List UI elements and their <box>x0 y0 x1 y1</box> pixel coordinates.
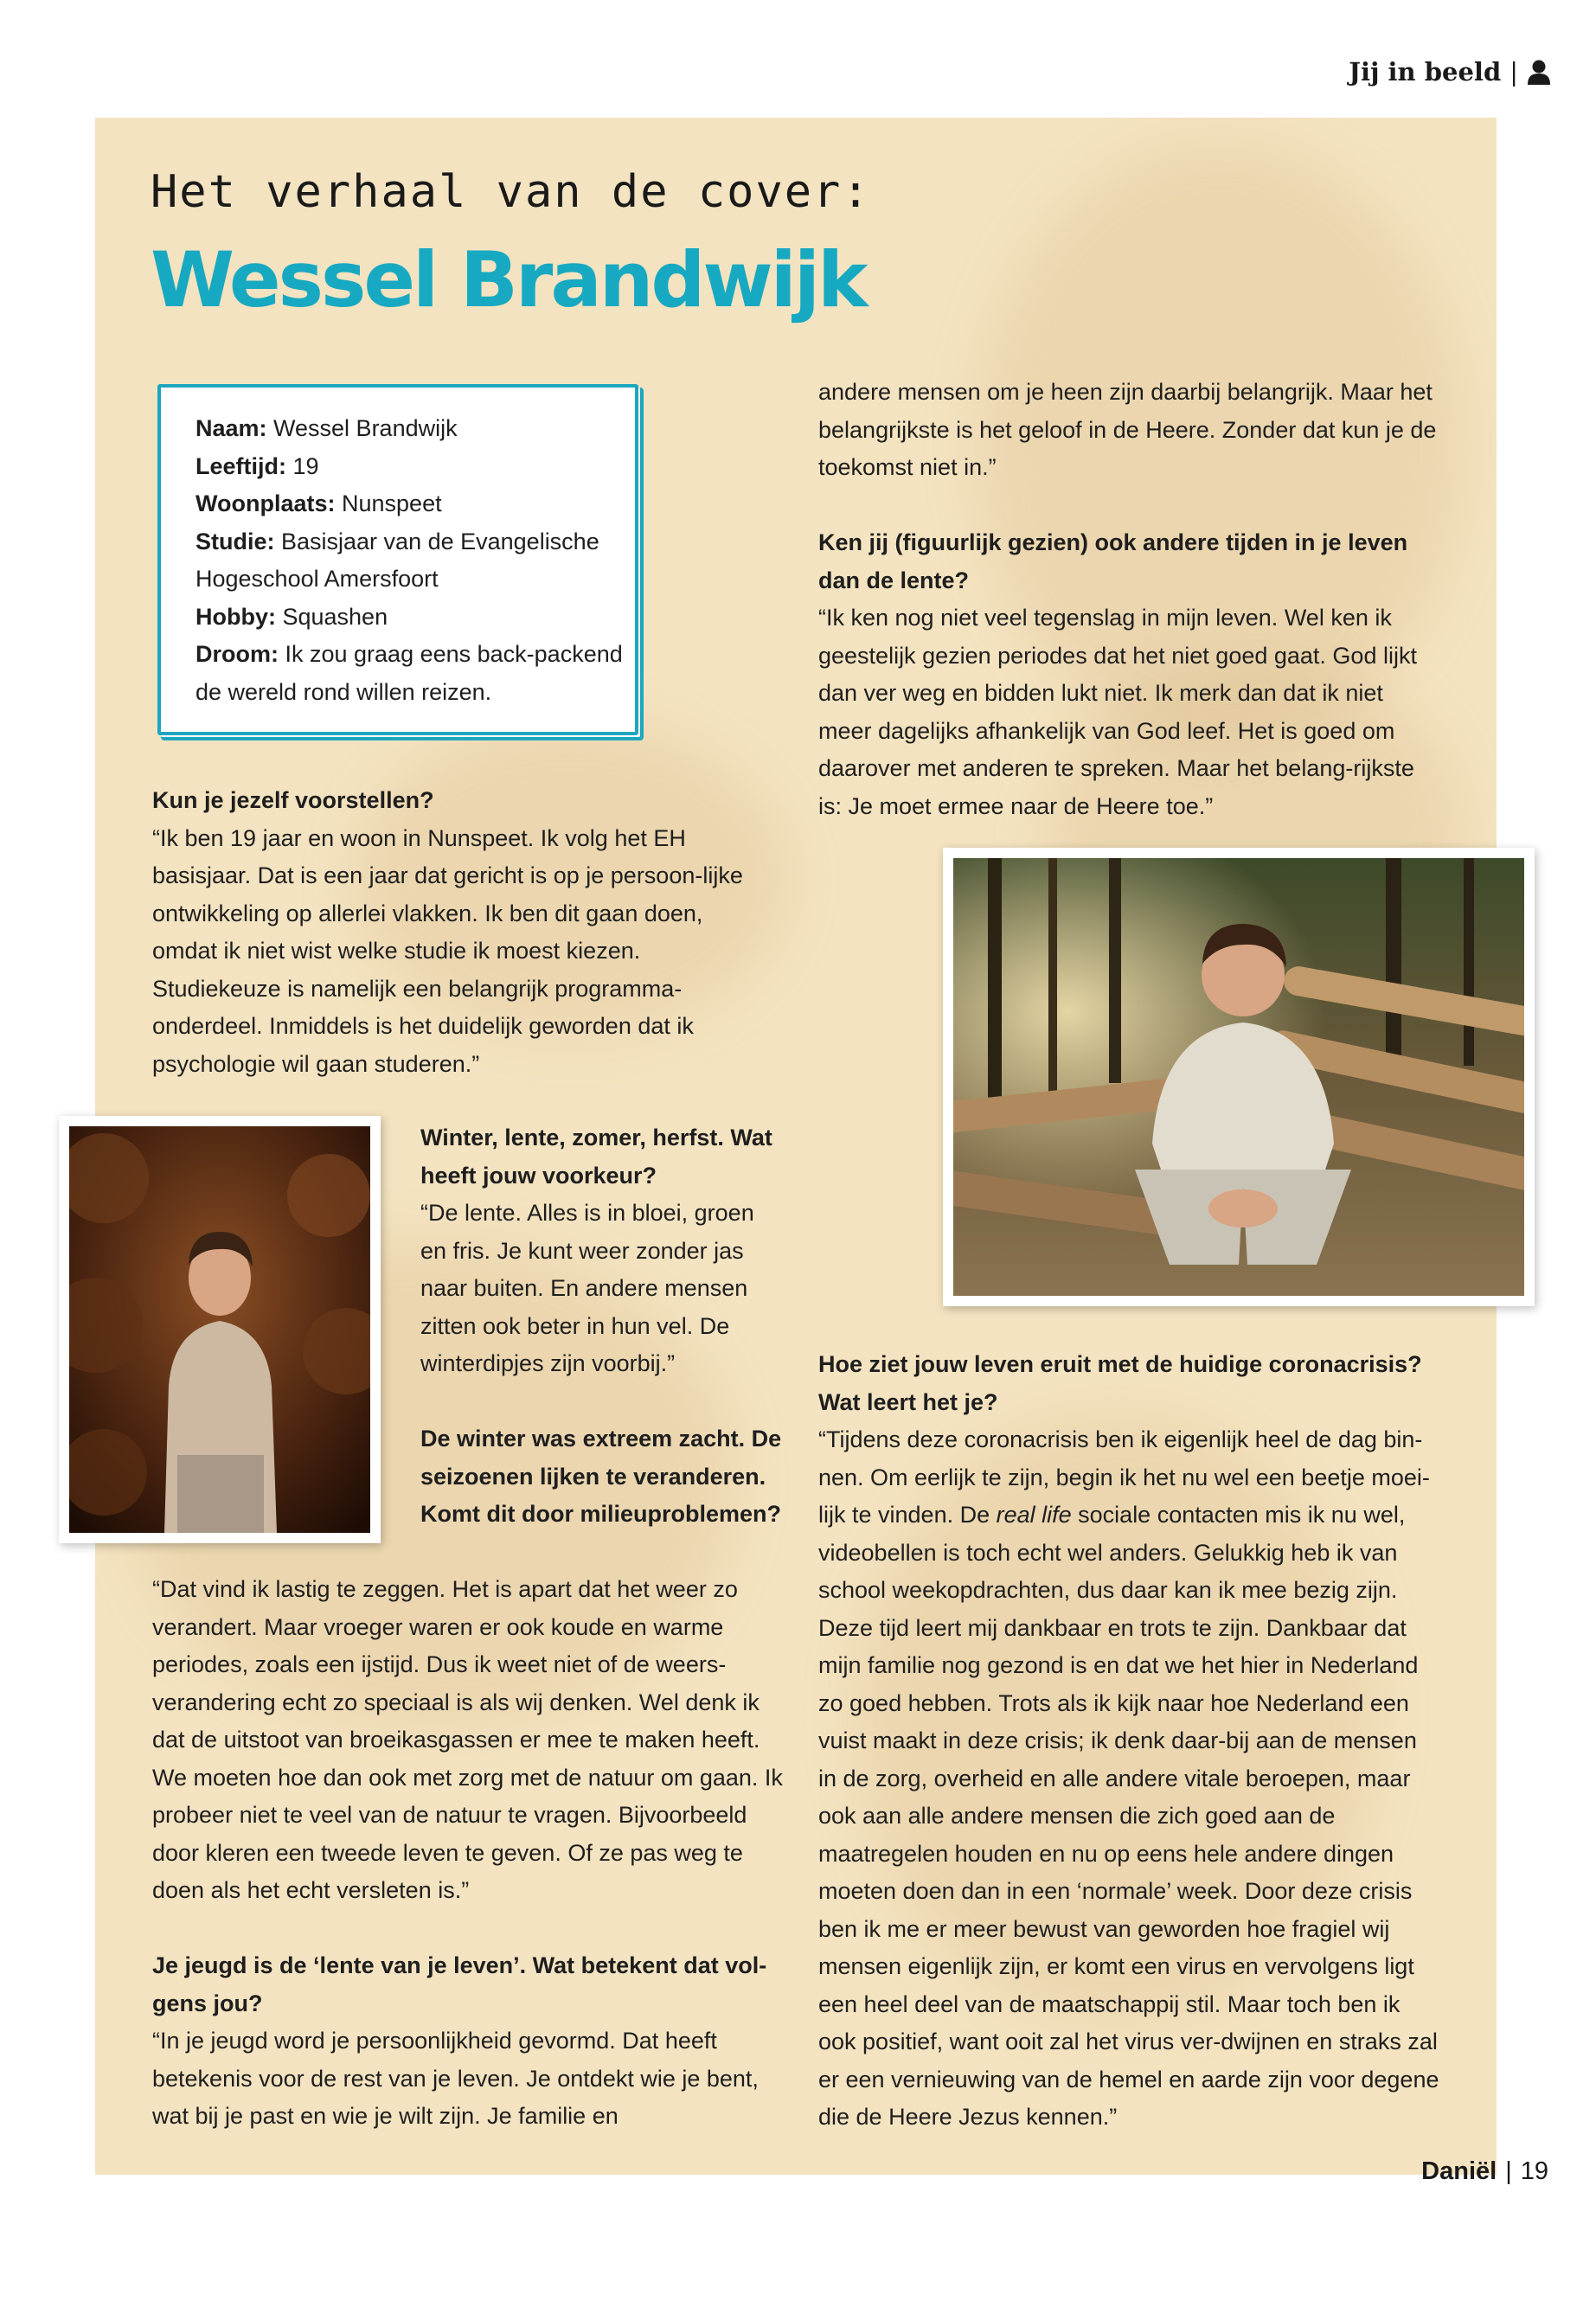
answer: “In je jeugd word je persoonlijkheid gevormd. Dat heeft betekenis voor de rest van je leven. Je ontdekt wie je bent, wat bij je past en wie je wilt zijn. Je familie en <box>152 2028 759 2129</box>
qa-climate-and-youth <box>152 1571 784 2136</box>
page-title: Wessel Brandwijk <box>151 235 866 324</box>
portrait-photo-sitting <box>943 848 1535 1306</box>
profile-label: Naam: <box>195 415 267 441</box>
profile-row-dream <box>195 636 628 711</box>
profile-row-name <box>195 410 628 448</box>
profile-value: Squashen <box>275 603 388 630</box>
answer-part: “Tijdens deze coronacrisis ben ik eigenlijk heel de dag bin-nen. Om eerlijk te zijn, begin ik het nu wel een beetje moei-lijk te vinden. De <box>818 1426 1430 1528</box>
question: De winter was extreem zacht. De seizoenen lijken te veranderen. Komt dit door milieuproblemen? <box>420 1426 782 1527</box>
question: Kun je jezelf voorstellen? <box>152 787 434 813</box>
question: Je jeugd is de ‘lente van je leven’. Wat betekent dat vol-gens jou? <box>152 1952 767 2016</box>
footer-separator: | <box>1505 2157 1512 2185</box>
qa-intro <box>152 782 758 1083</box>
profile-label: Hobby: <box>195 603 276 630</box>
page-number: 19 <box>1520 2157 1548 2185</box>
answer-continued: andere mensen om je heen zijn daarbij belangrijk. Maar het belangrijkste is het geloof in de Heere. Zonder dat kun je de toekomst niet in.” <box>818 379 1437 480</box>
profile-row-hobby <box>195 599 628 637</box>
section-tag-label: Jij in beeld <box>1349 57 1502 87</box>
qa-seasons <box>420 1119 784 1534</box>
question: Hoe ziet jouw leven eruit met de huidige coronacrisis? Wat leert het je? <box>818 1351 1422 1415</box>
question: Ken jij (figuurlijk gezien) ook andere tijden in je leven dan de lente? <box>818 529 1408 593</box>
answer-italic: real life <box>996 1502 1072 1528</box>
profile-row-residence <box>195 485 628 523</box>
answer: “Ik ken nog niet veel tegenslag in mijn leven. Wel ken ik geestelijk gezien periodes dat het niet goed gaat. God lijkt dan ver weg en bidden lukt niet. Ik merk dan dat ik niet meer dagelijks afhankelijk van God leef. Het is goed om daarover met anderen te spreken. Maar het belang-rijkste is: Je moet ermee naar de Heere toe.” <box>818 605 1417 819</box>
answer-part: sociale contacten mis ik nu wel, videobellen is toch echt wel anders. Gelukkig heb ik van school weekopdrachten, dus daar kan ik mee bezig zijn. Deze tijd leert mij dankbaar en trots te zijn. Dankbaar dat mijn familie nog gezond is en dat we het hier in Nederland zo goed hebben. Trots als ik kijk naar hoe Nederland een vuist maakt in deze crisis; ik denk daar-bij aan de mensen in de zorg, overheid en alle andere vitale beroepen, maar ook aan alle andere mensen die zich goed aan de maatregelen houden en nu op eens hele andere dingen moeten doen dan in een ‘normale’ week. Door deze crisis ben ik me er meer bewust van geworden hoe fragiel wij mensen eigenlijk zijn, er komt een virus en vervolgens ligt een heel deel van de maatschappij stil. Maar toch ben ik ook positief, want ooit zal het virus ver-dwijnen en straks zal er een vernieuwing van de hemel en aarde zijn voor degene die de Heere Jezus kennen.” <box>818 1502 1439 2130</box>
answer: “De lente. Alles is in bloei, groen en fris. Je kunt weer zonder jas naar buiten. En andere mensen zitten ook beter in hun vel. De winterdipjes zijn voorbij.” <box>420 1200 754 1376</box>
section-tag <box>1349 57 1551 87</box>
section-tag-separator: | <box>1509 57 1518 87</box>
profile-value: Nunspeet <box>335 490 442 516</box>
answer <box>818 1421 1441 2137</box>
person-icon <box>1527 59 1551 85</box>
profile-row-study <box>195 523 628 599</box>
profile-box <box>157 384 638 735</box>
profile-label: Woonplaats: <box>195 490 336 516</box>
profile-label: Studie: <box>195 528 275 554</box>
answer: “Dat vind ik lastig te zeggen. Het is apart dat het weer zo verandert. Maar vroeger waren er ook koude en warme periodes, zoals een ijstijd. Dus ik weet niet of de weers-verandering echt zo speciaal is als wij denken. Wel denk ik dat de uitstoot van broeikasgassen er mee te maken heeft. We moeten hoe dan ook met zorg met de natuur om gaan. Ik probeer niet te veel van de natuur te vragen. Bijvoorbeeld door kleren een tweede leven te geven. Of ze pas weg te doen als het echt versleten is.” <box>152 1576 783 1903</box>
portrait-sitting-image <box>953 858 1524 1296</box>
portrait-photo-standing <box>59 1116 381 1543</box>
magazine-name: Daniël <box>1421 2157 1497 2185</box>
profile-value: Wessel Brandwijk <box>266 415 458 441</box>
portrait-standing-image <box>69 1126 370 1533</box>
profile-value: Ik zou graag eens back-packend de wereld rond willen reizen. <box>195 641 623 705</box>
profile-label: Leeftijd: <box>195 452 286 479</box>
qa-right-top <box>818 374 1441 825</box>
kicker: Het verhaal van de cover: <box>151 166 871 218</box>
page-footer <box>1421 2157 1548 2186</box>
answer: “Ik ben 19 jaar en woon in Nunspeet. Ik volg het EH basisjaar. Dat is een jaar dat gericht is op je persoon-lijke ontwikkeling op allerlei vlakken. Ik ben dit gaan doen, omdat ik niet wist welke studie ik moest kiezen. Studiekeuze is namelijk een belangrijk programma-onderdeel. Inmiddels is het duidelijk geworden dat ik psychologie wil gaan studeren.” <box>152 824 743 1077</box>
profile-row-age <box>195 448 628 486</box>
profile-label: Droom: <box>195 641 279 667</box>
question: Winter, lente, zomer, herfst. Wat heeft jouw voorkeur? <box>420 1125 772 1189</box>
profile-value: 19 <box>286 452 319 479</box>
qa-corona <box>818 1346 1441 2137</box>
profile-value: Basisjaar van de Evangelische Hogeschool Amersfoort <box>195 528 599 592</box>
